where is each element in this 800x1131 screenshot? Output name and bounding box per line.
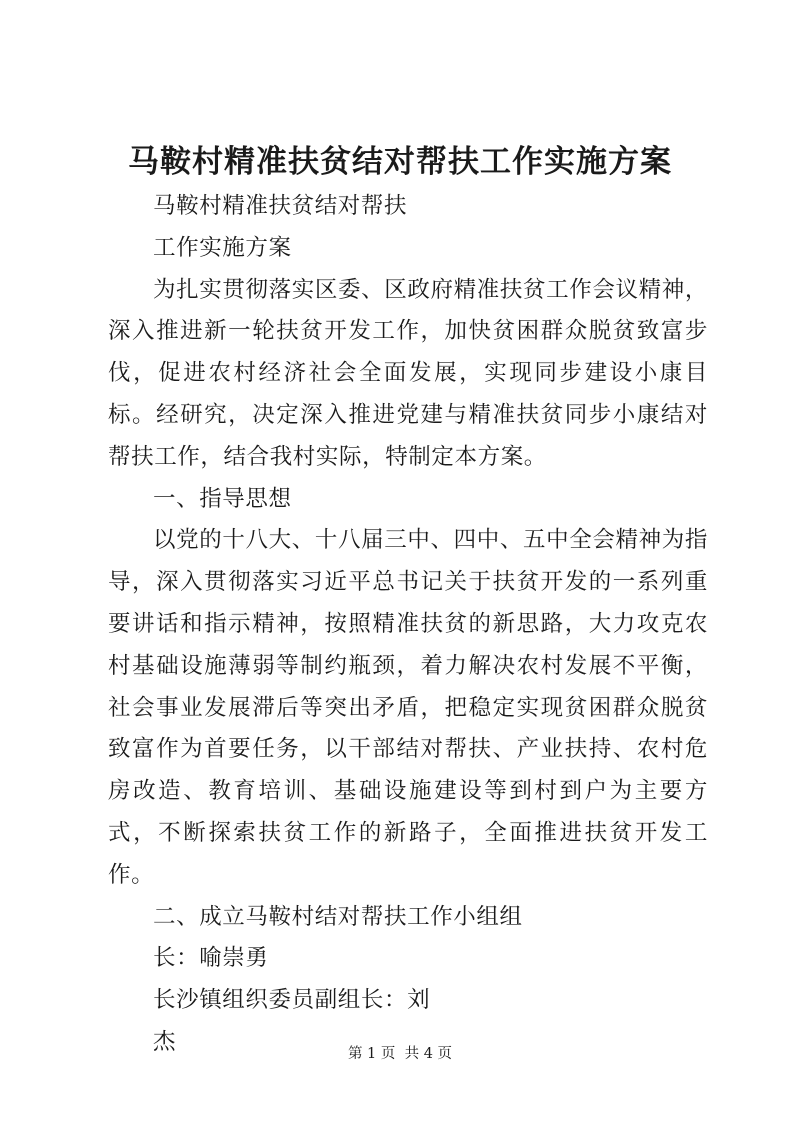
paragraph-group-leader: 长：喻崇勇 (153, 945, 269, 972)
document-title: 马鞍村精准扶贫结对帮扶工作实施方案 (128, 144, 672, 180)
section-heading-work-group: 二、成立马鞍村结对帮扶工作小组组 (153, 903, 523, 930)
paragraph-subtitle-1: 马鞍村精准扶贫结对帮扶 (153, 193, 408, 219)
paragraph-deputy-leader: 长沙镇组织委员副组长：刘 (153, 987, 431, 1014)
paragraph-intro: 为扎实贯彻落实区委、区政府精准扶贫工作会议精神，深入推进新一轮扶贫开发工作，加快贫困群众脱贫致富步伐，促进农村经济社会全面发展，实现同步建设小康目标。经研究，决定深入推进党建与精准扶贫同步小康结对帮扶工作，结合我村实际，特制定本方案。 (108, 276, 708, 470)
document-body (108, 186, 708, 1064)
page-footer (0, 1044, 800, 1064)
section-heading-guiding-ideology: 一、指导思想 (153, 485, 292, 512)
page-number: 第 1 页 共 4 页 (347, 1046, 453, 1062)
paragraph-deputy-name: 杰 (153, 1028, 177, 1055)
paragraph-subtitle-2: 工作实施方案 (153, 234, 292, 261)
paragraph-guiding-ideology: 以党的十八大、十八届三中、四中、五中全会精神为指导，深入贯彻落实习近平总书记关于扶贫开发的一系列重要讲话和指示精神，按照精准扶贫的新思路，大力攻克农村基础设施薄弱等制约瓶颈，着力解决农村发展不平衡，社会事业发展滞后等突出矛盾，把稳定实现贫困群众脱贫致富作为首要任务，以干部结对帮扶、产业扶持、农村危房改造、教育培训、基础设施建设等到村到户为主要方式，不断探索扶贫工作的新路子，全面推进扶贫开发工作。 (108, 527, 708, 888)
